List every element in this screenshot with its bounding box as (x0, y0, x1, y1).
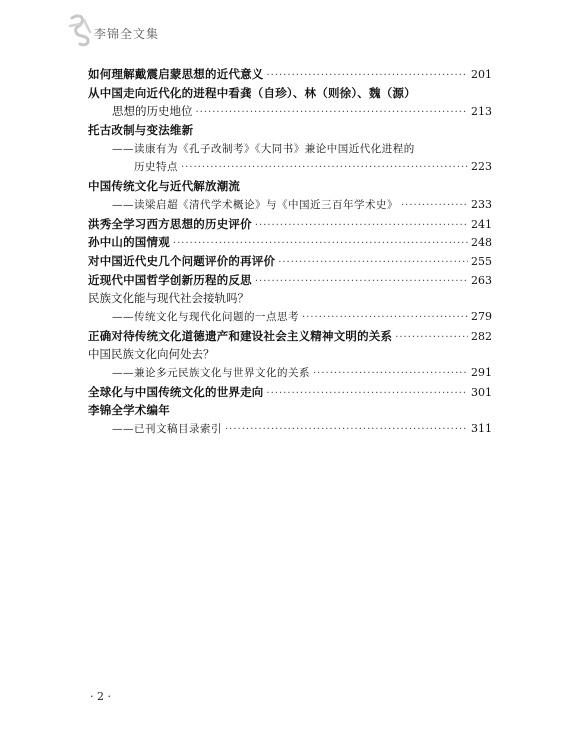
toc-entry-page: 213 (471, 105, 492, 119)
dot-leader (267, 385, 469, 404)
toc-entry (88, 252, 492, 271)
toc-entry-title: 中国传统文化与近代解放潮流 (88, 179, 241, 194)
toc-entry-title: 近现代中国哲学创新历程的反思 (88, 272, 252, 287)
toc-entry (88, 65, 492, 84)
dot-leader (278, 254, 468, 273)
toc-entry (88, 383, 492, 402)
toc-entry-page: 311 (471, 422, 492, 436)
toc-entry (88, 401, 492, 420)
table-of-contents (88, 65, 492, 439)
toc-entry (88, 289, 492, 308)
toc-entry-title: 如何理解戴震启蒙思想的近代意义 (88, 67, 264, 81)
running-header (66, 12, 266, 48)
dot-leader (255, 217, 468, 236)
toc-entry (88, 308, 492, 327)
toc-entry-page: 248 (471, 236, 492, 250)
toc-entry-title: 全球化与中国传统文化的世界走向 (88, 384, 264, 399)
toc-entry-title: ——兼论多元民族文化与世界文化的关系 (112, 367, 310, 379)
toc-entry-title: 民族文化能与现代社会接轨吗？ (88, 291, 249, 306)
dot-leader (255, 273, 468, 292)
toc-entry-title: 洪秀全学习西方思想的历史评价 (88, 216, 252, 231)
toc-entry-page: 241 (471, 217, 492, 231)
toc-entry-title: ——读梁启超《清代学术概论》与《中国近三百年学术史》 (112, 198, 398, 211)
toc-entry (88, 158, 492, 177)
toc-entry-title: 李锦全学术编年 (88, 403, 170, 418)
page-number: · 2 · (90, 690, 111, 703)
toc-entry-title: 正确对待传统文化道德遗产和建设社会主义精神文明的关系 (88, 328, 393, 343)
dot-leader (225, 421, 468, 440)
toc-entry (88, 121, 492, 140)
toc-entry (88, 364, 492, 383)
toc-entry-page: 201 (471, 68, 492, 81)
dot-leader (302, 309, 468, 328)
toc-entry (88, 271, 492, 290)
toc-entry-page: 282 (471, 329, 492, 343)
toc-entry-title: 历史特点 (134, 161, 178, 174)
toc-entry-title: ——传统文化与现代化问题的一点思考 (112, 310, 299, 323)
toc-entry (88, 177, 492, 196)
dot-leader (395, 329, 468, 348)
book-title: 李锦全文集 (94, 27, 160, 41)
calligraphy-seal-icon (66, 12, 94, 48)
toc-entry-title: 从中国走向近代化的进程中看龚（自珍）、林（则徐）、魏（源） (88, 85, 416, 100)
toc-entry-title: 托古改制与变法维新 (88, 123, 194, 138)
toc-entry-title: 孙中山的国情观 (88, 235, 170, 250)
toc-entry (88, 140, 492, 159)
toc-entry (88, 420, 492, 439)
toc-entry-page: 263 (471, 273, 492, 287)
toc-entry-title: ——已刊文稿目录索引 (112, 423, 222, 436)
toc-entry (88, 327, 492, 346)
toc-entry-page: 301 (471, 385, 492, 399)
toc-entry-page: 233 (471, 197, 492, 211)
dot-leader (401, 197, 468, 216)
toc-entry-page: 223 (471, 160, 492, 174)
dot-leader (181, 159, 468, 178)
toc-entry (88, 233, 492, 252)
toc-entry (88, 196, 492, 215)
toc-entry-title: 思想的历史地位 (112, 104, 193, 119)
toc-entry-page: 291 (471, 366, 492, 379)
toc-entry (88, 345, 492, 364)
toc-entry-title: ——读康有为《孔子改制考》《大同书》兼论中国近代化进程的 (112, 142, 415, 155)
toc-entry-page: 255 (471, 254, 492, 268)
toc-entry-page: 279 (471, 309, 492, 323)
toc-entry (88, 215, 492, 234)
dot-leader (313, 365, 468, 384)
toc-entry-title: 对中国近代史几个问题评价的再评价 (88, 253, 276, 268)
toc-entry (88, 102, 492, 121)
toc-entry (88, 84, 492, 103)
toc-entry-title: 中国民族文化向何处去？ (88, 347, 215, 362)
dot-leader (196, 104, 469, 123)
